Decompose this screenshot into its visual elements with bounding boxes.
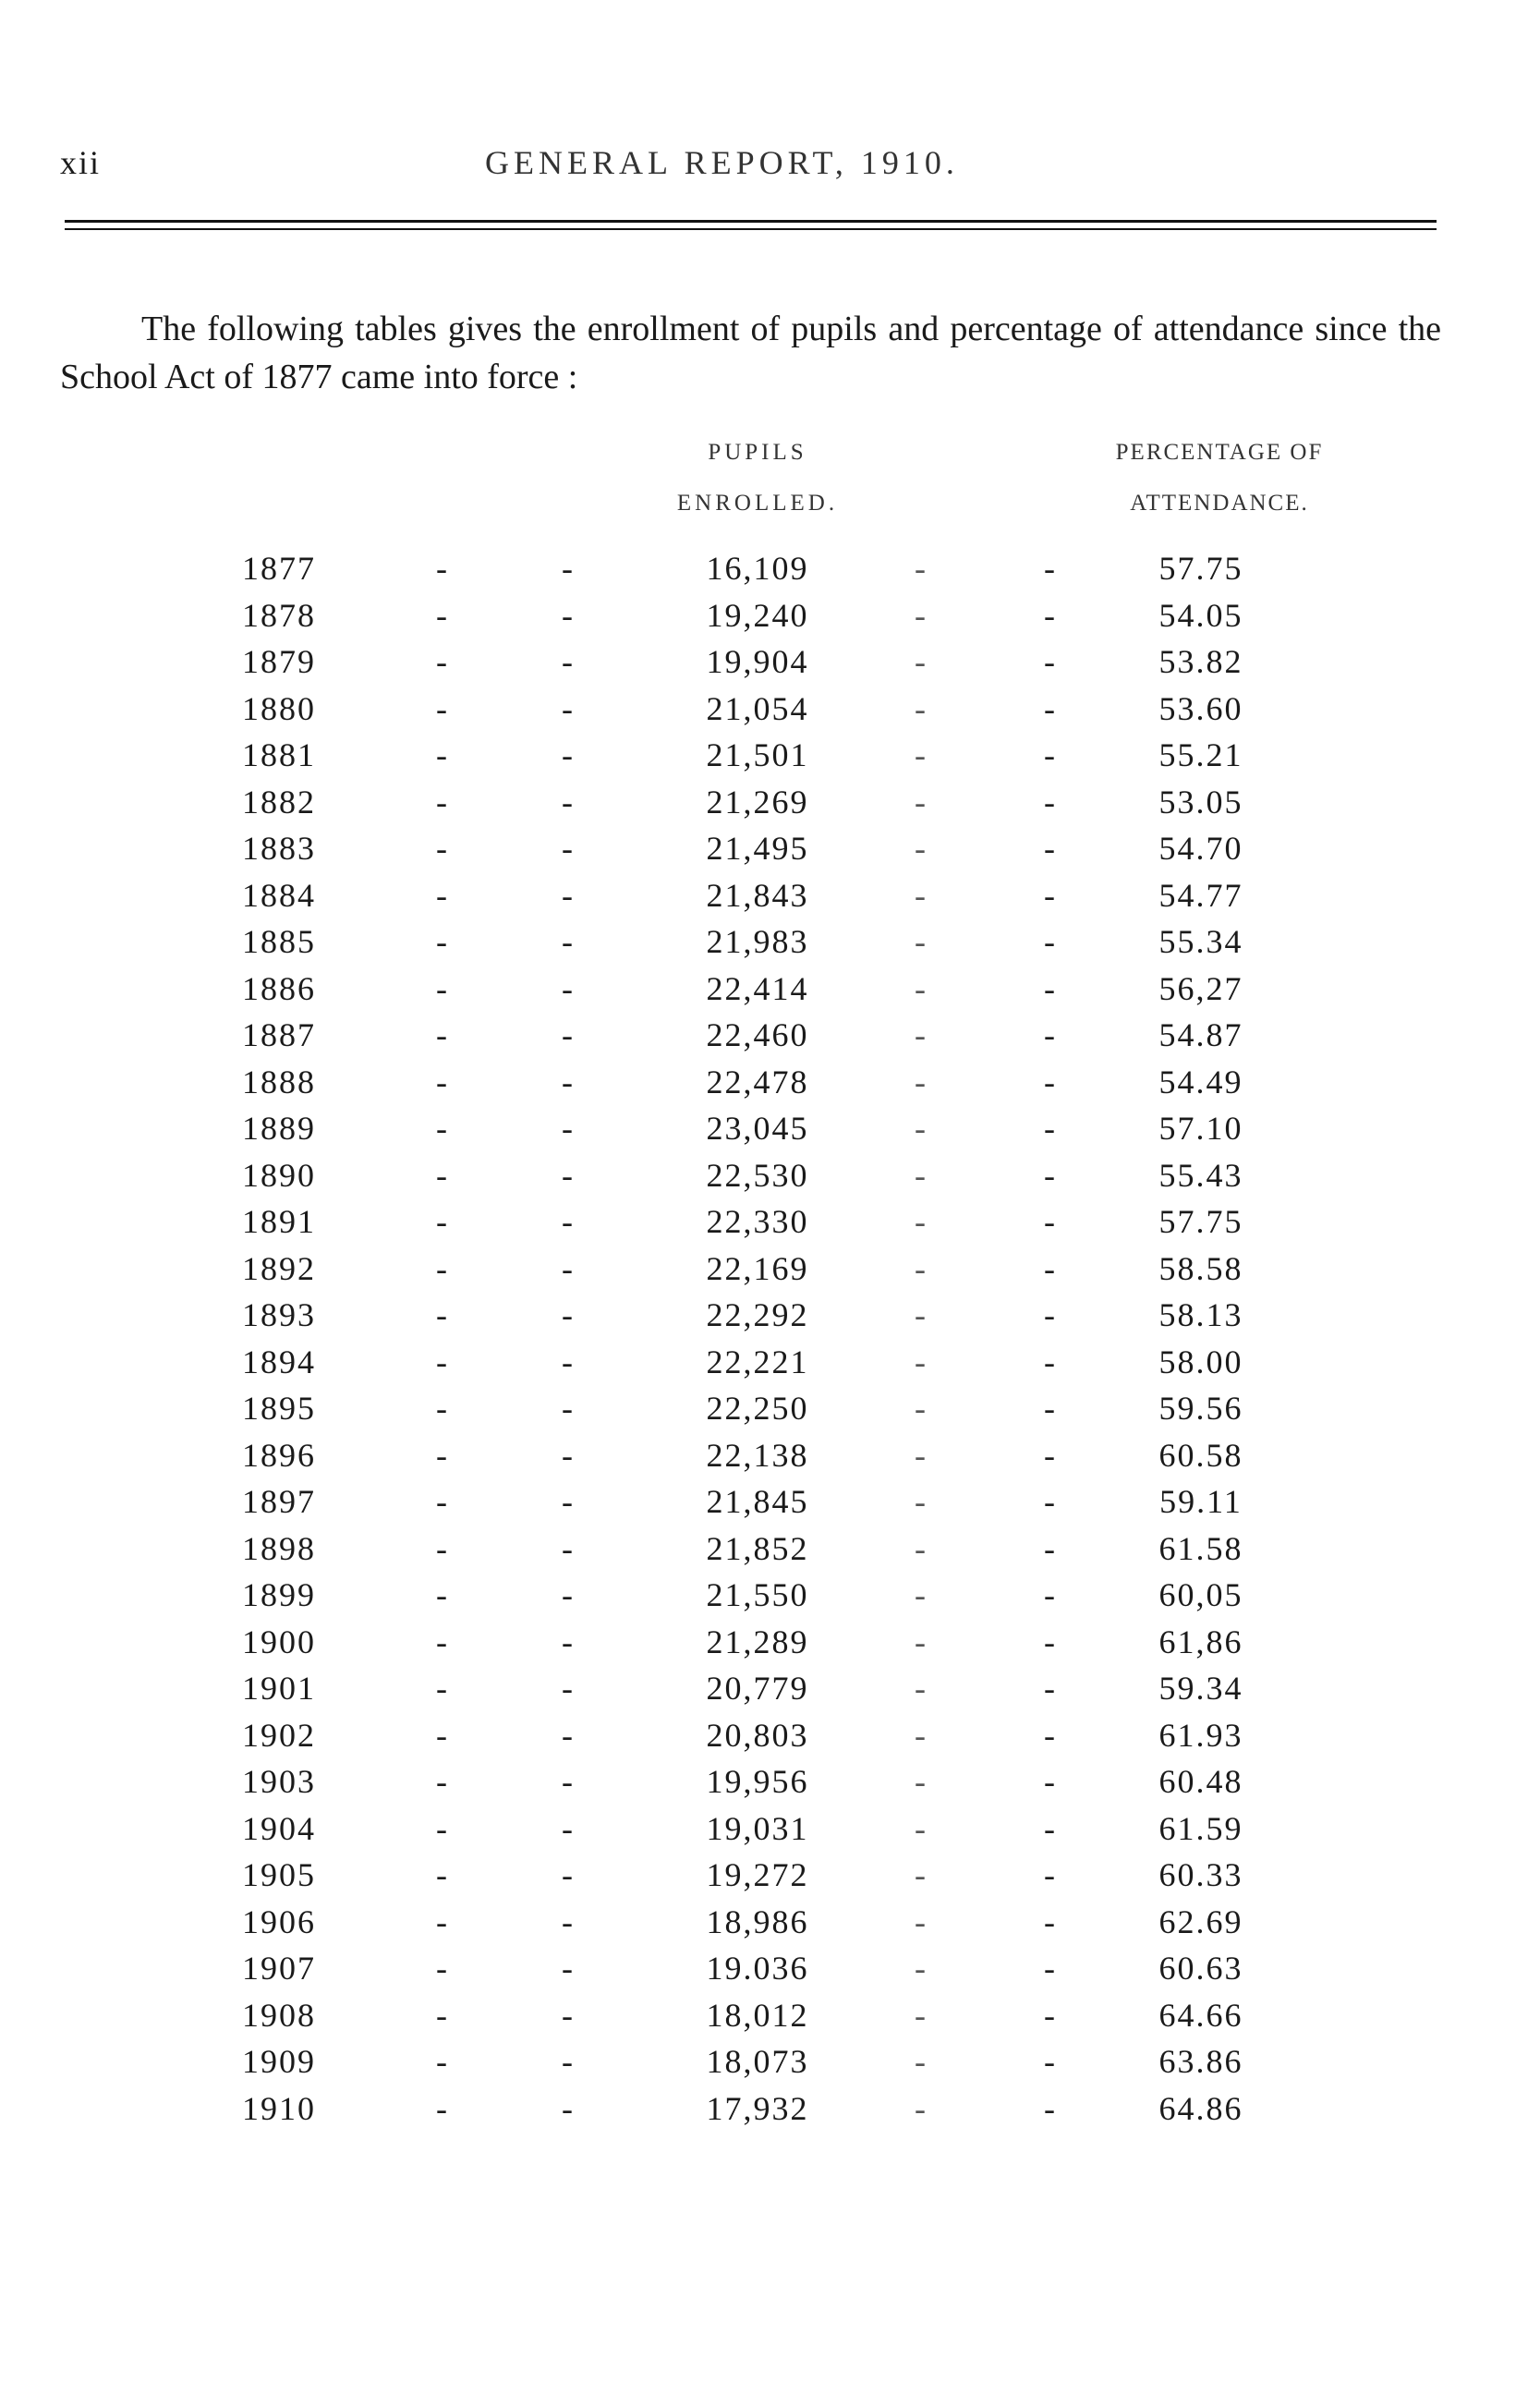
leader-dash: - [1044,830,1055,867]
pupils-enrolled-cell: 22,460 [706,1016,809,1053]
pupils-enrolled-cell: 16,109 [706,550,809,587]
leader-dash: - [1044,1623,1055,1660]
attendance-percentage-cell: 61.93 [1158,1716,1243,1754]
attendance-percentage-cell: 60.58 [1158,1436,1243,1474]
attendance-percentage-cell: 54.05 [1158,596,1243,634]
leader-dash: - [436,1903,447,1940]
leader-dash: - [1044,1156,1055,1194]
leader-dash: - [436,1809,447,1847]
pupils-enrolled-cell: 18,073 [706,2043,809,2080]
leader-dash: - [915,1856,926,1893]
attendance-percentage-cell: 58.58 [1158,1249,1243,1287]
year-cell: 1899 [242,1576,316,1613]
year-cell: 1884 [242,876,316,914]
leader-dash: - [1044,736,1055,773]
leader-dash: - [562,736,573,773]
leader-dash: - [436,923,447,960]
leader-dash: - [915,1063,926,1100]
table-row [0,1852,1540,1899]
leader-dash: - [915,1763,926,1800]
leader-dash: - [562,1996,573,2034]
leader-dash: - [915,1716,926,1754]
leader-dash: - [436,1296,447,1333]
attendance-percentage-cell: 60.33 [1158,1856,1243,1893]
leader-dash: - [915,1156,926,1194]
pupils-enrolled-cell: 21,550 [706,1576,809,1613]
leader-dash: - [562,1063,573,1100]
table-row [0,872,1540,919]
leader-dash: - [1044,1436,1055,1474]
table-row [0,1198,1540,1246]
leader-dash: - [436,1623,447,1660]
pupils-enrolled-cell: 22,330 [706,1203,809,1240]
attendance-percentage-cell: 61,86 [1158,1623,1243,1660]
table-row [0,2038,1540,2085]
leader-dash: - [1044,969,1055,1007]
pupils-enrolled-cell: 19,956 [706,1763,809,1800]
table-row [0,638,1540,686]
leader-dash: - [1044,876,1055,914]
leader-dash: - [436,1670,447,1707]
table-row [0,1899,1540,1946]
year-cell: 1903 [242,1763,316,1800]
year-cell: 1881 [242,736,316,773]
attendance-percentage-cell: 59.11 [1159,1483,1243,1520]
year-cell: 1909 [242,2043,316,2080]
year-cell: 1877 [242,550,316,587]
leader-dash: - [562,923,573,960]
year-cell: 1907 [242,1950,316,1987]
leader-dash: - [1044,1529,1055,1567]
year-cell: 1893 [242,1296,316,1333]
year-cell: 1910 [242,2089,316,2127]
leader-dash: - [562,1110,573,1147]
table-row [0,545,1540,592]
leader-dash: - [562,1763,573,1800]
leader-dash: - [562,783,573,821]
leader-dash: - [436,1576,447,1613]
pupils-enrolled-cell: 22,221 [706,1343,809,1380]
leader-dash: - [915,550,926,587]
pupils-enrolled-cell: 22,530 [706,1156,809,1194]
pupils-enrolled-cell: 17,932 [706,2089,809,2127]
running-head [60,143,1437,189]
pupils-enrolled-cell: 22,292 [706,1296,809,1333]
leader-dash: - [1044,923,1055,960]
leader-dash: - [915,1296,926,1333]
leader-dash: - [436,596,447,634]
leader-dash: - [562,550,573,587]
table-row [0,1339,1540,1386]
leader-dash: - [436,783,447,821]
leader-dash: - [915,736,926,773]
pupils-enrolled-cell: 21,289 [706,1623,809,1660]
leader-dash: - [562,1249,573,1287]
leader-dash: - [1044,1576,1055,1613]
attendance-percentage-cell: 55.21 [1158,736,1243,773]
pupils-enrolled-cell: 22,478 [706,1063,809,1100]
leader-dash: - [915,2043,926,2080]
leader-dash: - [915,1903,926,1940]
table-row [0,686,1540,733]
column-header-attendance-line2: ATTENDANCE. [1130,491,1309,516]
leader-dash: - [1044,643,1055,680]
table-row [0,1805,1540,1853]
leader-dash: - [915,1203,926,1240]
pupils-enrolled-cell: 21,843 [706,876,809,914]
leader-dash: - [1044,2089,1055,2127]
leader-dash: - [436,1483,447,1520]
leader-dash: - [915,1670,926,1707]
table-row [0,1105,1540,1152]
leader-dash: - [562,1576,573,1613]
pupils-enrolled-cell: 19,240 [706,596,809,634]
leader-dash: - [436,1390,447,1427]
leader-dash: - [915,1576,926,1613]
pupils-enrolled-cell: 21,845 [706,1483,809,1520]
leader-dash: - [562,596,573,634]
leader-dash: - [1044,783,1055,821]
leader-dash: - [436,1529,447,1567]
leader-dash: - [436,1249,447,1287]
attendance-percentage-cell: 59.56 [1158,1390,1243,1427]
leader-dash: - [436,969,447,1007]
table-row [0,1432,1540,1479]
table-row [0,779,1540,826]
leader-dash: - [1044,1763,1055,1800]
attendance-percentage-cell: 57.10 [1158,1110,1243,1147]
leader-dash: - [436,1156,447,1194]
pupils-enrolled-cell: 23,045 [706,1110,809,1147]
leader-dash: - [436,830,447,867]
leader-dash: - [436,1016,447,1053]
leader-dash: - [915,830,926,867]
table-row [0,1292,1540,1339]
column-header-pupils-line2: ENROLLED. [676,491,839,516]
table-row [0,1992,1540,2039]
leader-dash: - [915,1390,926,1427]
pupils-enrolled-cell: 22,169 [706,1249,809,1287]
attendance-percentage-cell: 53.60 [1158,689,1243,727]
pupils-enrolled-cell: 21,054 [706,689,809,727]
table-row [0,1665,1540,1712]
column-header-attendance-line1: PERCENTAGE OF [1115,440,1324,465]
table-row [0,592,1540,639]
table-row [0,1152,1540,1199]
leader-dash: - [1044,1950,1055,1987]
year-cell: 1904 [242,1809,316,1847]
leader-dash: - [436,1950,447,1987]
leader-dash: - [1044,1203,1055,1240]
leader-dash: - [1044,2043,1055,2080]
attendance-percentage-cell: 60.48 [1158,1763,1243,1800]
page-number: xii [60,144,102,181]
leader-dash: - [915,783,926,821]
enrollment-table [0,545,1540,2132]
leader-dash: - [562,1809,573,1847]
pupils-enrolled-cell: 19.036 [706,1950,809,1987]
leader-dash: - [562,969,573,1007]
leader-dash: - [1044,1856,1055,1893]
leader-dash: - [915,923,926,960]
leader-dash: - [1044,550,1055,587]
leader-dash: - [562,1016,573,1053]
table-row [0,825,1540,872]
attendance-percentage-cell: 57.75 [1158,1203,1243,1240]
leader-dash: - [436,550,447,587]
leader-dash: - [436,689,447,727]
leader-dash: - [915,643,926,680]
leader-dash: - [1044,1296,1055,1333]
attendance-percentage-cell: 53.82 [1158,643,1243,680]
attendance-percentage-cell: 63.86 [1158,2043,1243,2080]
leader-dash: - [562,830,573,867]
pupils-enrolled-cell: 18,986 [706,1903,809,1940]
leader-dash: - [436,2043,447,2080]
leader-dash: - [562,689,573,727]
pupils-enrolled-cell: 21,852 [706,1529,809,1567]
leader-dash: - [562,1716,573,1754]
pupils-enrolled-cell: 20,779 [706,1670,809,1707]
leader-dash: - [915,1436,926,1474]
year-cell: 1895 [242,1390,316,1427]
leader-dash: - [562,1390,573,1427]
leader-dash: - [915,1016,926,1053]
year-cell: 1897 [242,1483,316,1520]
leader-dash: - [1044,1809,1055,1847]
leader-dash: - [1044,1390,1055,1427]
leader-dash: - [915,1110,926,1147]
table-row [0,1945,1540,1992]
leader-dash: - [436,1996,447,2034]
leader-dash: - [915,1623,926,1660]
year-cell: 1880 [242,689,316,727]
year-cell: 1886 [242,969,316,1007]
pupils-enrolled-cell: 19,031 [706,1809,809,1847]
column-header-pupils-line1: PUPILS [708,440,807,465]
pupils-enrolled-cell: 22,250 [706,1390,809,1427]
attendance-percentage-cell: 64.86 [1158,2089,1243,2127]
table-row [0,1619,1540,1666]
leader-dash: - [1044,1903,1055,1940]
year-cell: 1882 [242,783,316,821]
year-cell: 1887 [242,1016,316,1053]
year-cell: 1901 [242,1670,316,1707]
leader-dash: - [562,1856,573,1893]
leader-dash: - [915,2089,926,2127]
leader-dash: - [915,1343,926,1380]
pupils-enrolled-cell: 20,803 [706,1716,809,1754]
leader-dash: - [436,1856,447,1893]
table-row [0,1478,1540,1526]
leader-dash: - [915,1950,926,1987]
table-row [0,966,1540,1013]
attendance-percentage-cell: 58.13 [1158,1296,1243,1333]
leader-dash: - [1044,1016,1055,1053]
column-header-percentage-attendance [1035,427,1404,529]
year-cell: 1905 [242,1856,316,1893]
leader-dash: - [1044,1996,1055,2034]
leader-dash: - [915,596,926,634]
leader-dash: - [562,2043,573,2080]
leader-dash: - [915,1996,926,2034]
leader-dash: - [1044,596,1055,634]
attendance-percentage-cell: 54.77 [1158,876,1243,914]
leader-dash: - [1044,1249,1055,1287]
leader-dash: - [915,876,926,914]
table-row [0,1012,1540,1059]
leader-dash: - [1044,1716,1055,1754]
year-cell: 1883 [242,830,316,867]
year-cell: 1885 [242,923,316,960]
header-rule-thin [65,228,1437,230]
pupils-enrolled-cell: 21,501 [706,736,809,773]
leader-dash: - [915,1529,926,1567]
attendance-percentage-cell: 64.66 [1158,1996,1243,2034]
table-row [0,2085,1540,2133]
leader-dash: - [436,1763,447,1800]
year-cell: 1896 [242,1436,316,1474]
attendance-percentage-cell: 61.58 [1158,1529,1243,1567]
leader-dash: - [1044,1110,1055,1147]
leader-dash: - [436,2089,447,2127]
running-head-title: GENERAL REPORT, 1910. [485,144,959,181]
attendance-percentage-cell: 54.49 [1158,1063,1243,1100]
leader-dash: - [915,1483,926,1520]
year-cell: 1898 [242,1529,316,1567]
leader-dash: - [562,876,573,914]
attendance-percentage-cell: 61.59 [1158,1809,1243,1847]
table-row [0,1385,1540,1432]
table-row [0,918,1540,966]
table-row [0,1526,1540,1573]
table-row [0,1059,1540,1106]
leader-dash: - [562,1203,573,1240]
leader-dash: - [436,1436,447,1474]
pupils-enrolled-cell: 21,983 [706,923,809,960]
year-cell: 1902 [242,1716,316,1754]
attendance-percentage-cell: 58.00 [1158,1343,1243,1380]
table-row [0,1758,1540,1805]
leader-dash: - [436,876,447,914]
leader-dash: - [436,1203,447,1240]
header-rule-thick [65,220,1437,223]
leader-dash: - [562,1296,573,1333]
table-row [0,1712,1540,1759]
leader-dash: - [562,1156,573,1194]
attendance-percentage-cell: 54.70 [1158,830,1243,867]
pupils-enrolled-cell: 21,495 [706,830,809,867]
table-row [0,732,1540,779]
attendance-percentage-cell: 55.34 [1158,923,1243,960]
year-cell: 1890 [242,1156,316,1194]
leader-dash: - [562,1623,573,1660]
year-cell: 1892 [242,1249,316,1287]
year-cell: 1906 [242,1903,316,1940]
year-cell: 1888 [242,1063,316,1100]
leader-dash: - [915,969,926,1007]
leader-dash: - [562,1483,573,1520]
leader-dash: - [562,1950,573,1987]
year-cell: 1891 [242,1203,316,1240]
leader-dash: - [1044,1063,1055,1100]
leader-dash: - [915,1809,926,1847]
leader-dash: - [1044,1483,1055,1520]
leader-dash: - [436,1110,447,1147]
year-cell: 1894 [242,1343,316,1380]
leader-dash: - [562,1529,573,1567]
pupils-enrolled-cell: 22,138 [706,1436,809,1474]
year-cell: 1879 [242,643,316,680]
attendance-percentage-cell: 57.75 [1158,550,1243,587]
intro-paragraph: The following tables gives the enrollment of pupils and percentage of attendance since the School Act of 1877 came into force : [60,310,1441,396]
pupils-enrolled-cell: 19,904 [706,643,809,680]
year-cell: 1908 [242,1996,316,2034]
attendance-percentage-cell: 62.69 [1158,1903,1243,1940]
leader-dash: - [436,643,447,680]
column-header-pupils-enrolled [573,427,942,529]
leader-dash: - [1044,1670,1055,1707]
leader-dash: - [562,2089,573,2127]
attendance-percentage-cell: 55.43 [1158,1156,1243,1194]
attendance-percentage-cell: 60.63 [1158,1950,1243,1987]
table-row [0,1572,1540,1619]
leader-dash: - [562,1670,573,1707]
attendance-percentage-cell: 56,27 [1158,969,1243,1007]
year-cell: 1900 [242,1623,316,1660]
leader-dash: - [562,1903,573,1940]
attendance-percentage-cell: 54.87 [1158,1016,1243,1053]
leader-dash: - [436,736,447,773]
pupils-enrolled-cell: 19,272 [706,1856,809,1893]
pupils-enrolled-cell: 18,012 [706,1996,809,2034]
leader-dash: - [915,689,926,727]
attendance-percentage-cell: 60,05 [1158,1576,1243,1613]
year-cell: 1878 [242,596,316,634]
year-cell: 1889 [242,1110,316,1147]
leader-dash: - [436,1716,447,1754]
table-row [0,1246,1540,1293]
attendance-percentage-cell: 53.05 [1158,783,1243,821]
pupils-enrolled-cell: 21,269 [706,783,809,821]
leader-dash: - [562,1436,573,1474]
leader-dash: - [436,1063,447,1100]
attendance-percentage-cell: 59.34 [1158,1670,1243,1707]
leader-dash: - [1044,689,1055,727]
leader-dash: - [562,643,573,680]
leader-dash: - [915,1249,926,1287]
leader-dash: - [1044,1343,1055,1380]
pupils-enrolled-cell: 22,414 [706,969,809,1007]
leader-dash: - [436,1343,447,1380]
leader-dash: - [562,1343,573,1380]
